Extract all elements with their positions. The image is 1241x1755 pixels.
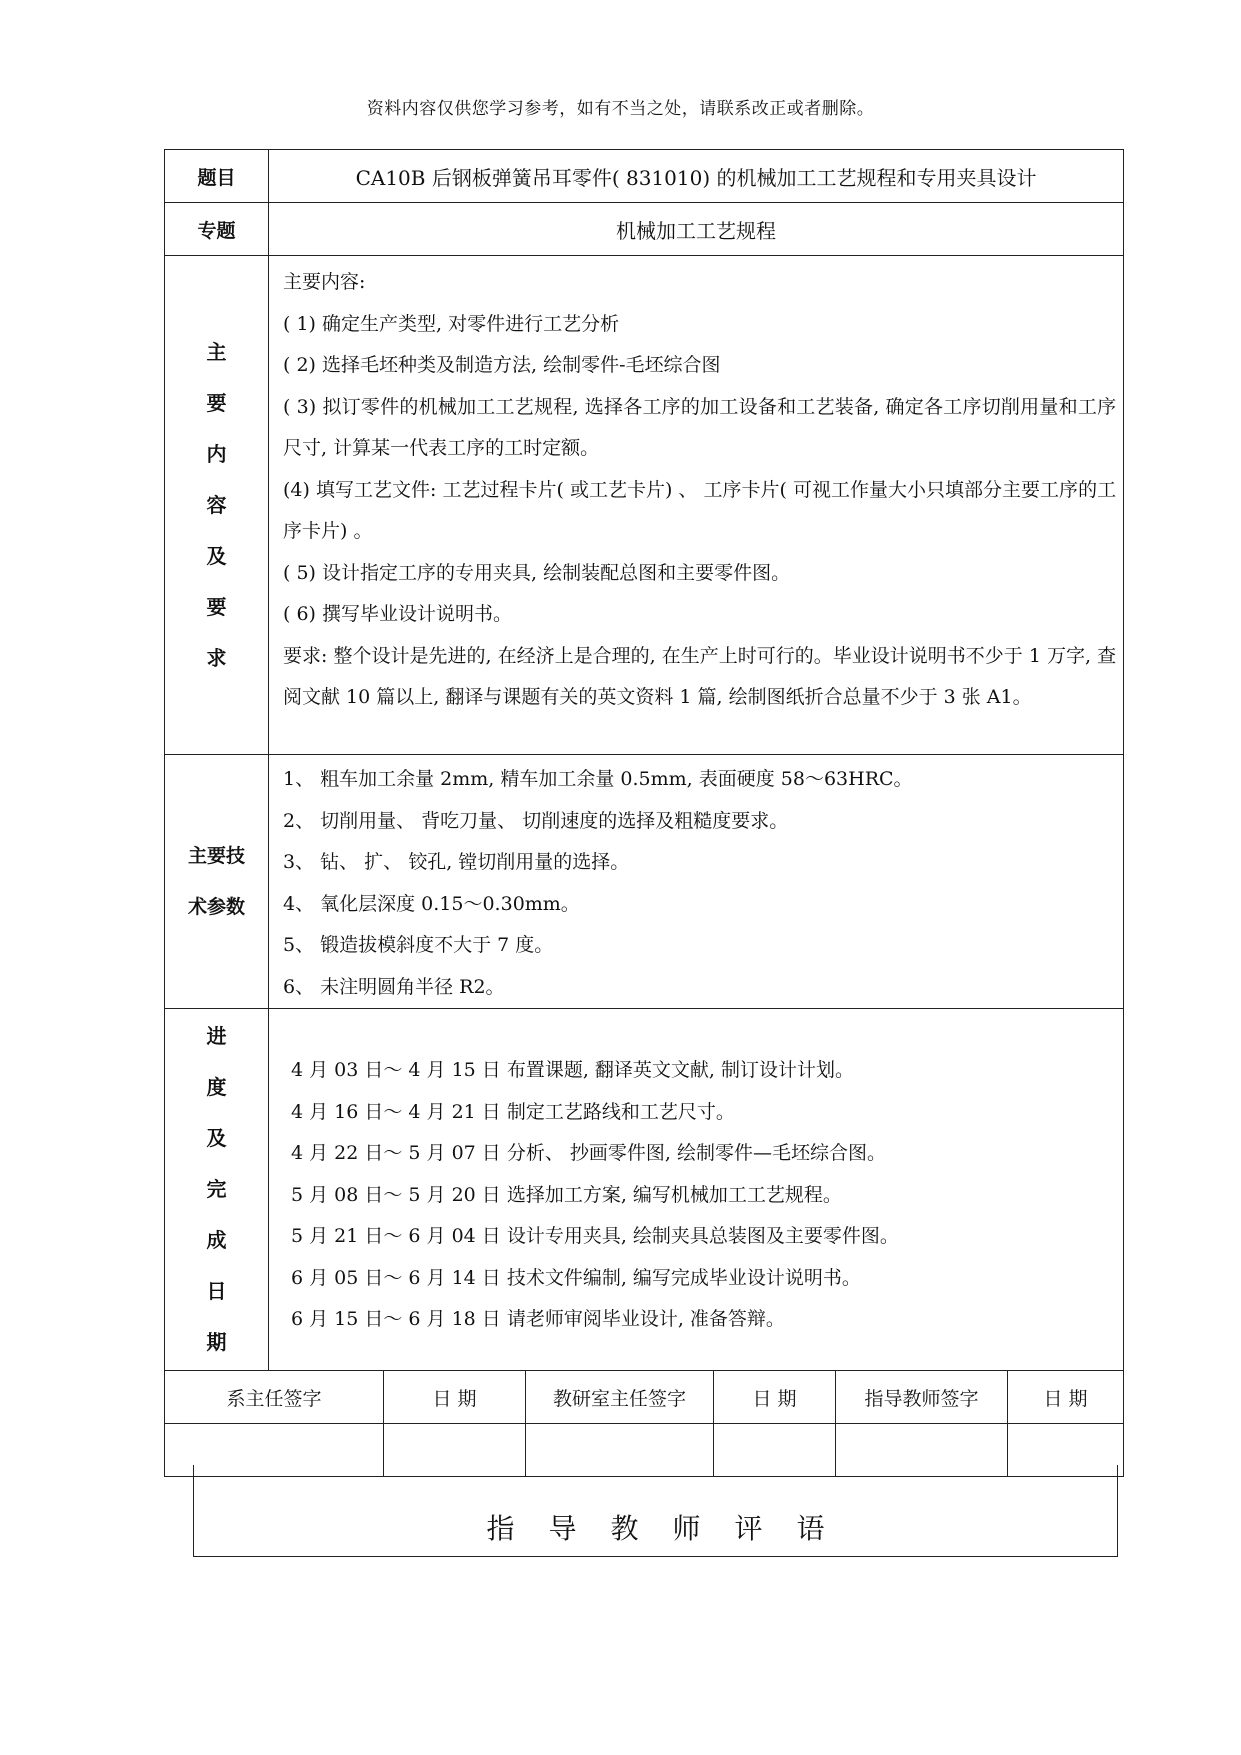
content-body xyxy=(269,256,1124,755)
content-label-char: 内 xyxy=(206,441,227,466)
content-line: ( 2) 选择毛坯种类及制造方法, 绘制零件-毛坯综合图 xyxy=(283,354,721,376)
content-line: ( 3) 拟订零件的机械加工工艺规程, 选择各工序的加工设备和工艺装备, 确定各工序切削用量和工序尺寸, 计算某一代表工序的工时定额。 xyxy=(283,395,1117,459)
content-label-char: 求 xyxy=(206,645,227,670)
tech-item: 5、 锻造拔模斜度不大于 7 度。 xyxy=(283,934,554,956)
schedule-item: 6 月 05 日～ 6 月 14 日 技术文件编制, 编写完成毕业设计说明书。 xyxy=(291,1266,861,1289)
date-label: 日 期 xyxy=(1008,1371,1124,1424)
schedule-item: 4 月 03 日～ 4 月 15 日 布置课题, 翻译英文文献, 制订设计计划。 xyxy=(291,1059,855,1081)
topic-value: CA10B 后钢板弹簧吊耳零件( 831010) 的机械加工工艺规程和专用夹具设计 xyxy=(269,150,1124,203)
content-line: ( 1) 确定生产类型, 对零件进行工艺分析 xyxy=(283,312,620,335)
schedule-label-char: 日 xyxy=(206,1279,227,1303)
schedule-label-char: 及 xyxy=(206,1126,227,1150)
content-line: 主要内容: xyxy=(283,271,366,293)
content-line: ( 5) 设计指定工序的专用夹具, 绘制装配总图和主要零件图。 xyxy=(283,561,791,584)
tech-item: 6、 未注明圆角半径 R2。 xyxy=(283,975,505,998)
tech-row xyxy=(165,755,1124,1009)
content-label-char: 及 xyxy=(206,543,227,568)
content-line: (4) 填写工艺文件: 工艺过程卡片( 或工艺卡片) 、 工序卡片( 可视工作量大小只填部分主要工序的工序卡片) 。 xyxy=(283,478,1117,542)
tech-item: 1、 粗车加工余量 2mm, 精车加工余量 0.5mm, 表面硬度 58～63HRC。 xyxy=(283,768,913,790)
special-value: 机械加工工艺规程 xyxy=(269,203,1124,256)
schedule-label-char: 进 xyxy=(206,1024,227,1048)
advisor-comment-title: 指导教师评语 xyxy=(486,1512,859,1545)
tech-label-line: 术参数 xyxy=(187,895,245,918)
tech-label-line: 主要技 xyxy=(187,844,245,867)
tech-body xyxy=(269,755,1124,1009)
topic-label: 题目 xyxy=(165,150,269,203)
notice-text: 资料内容仅供您学习参考，如有不当之处，请联系改正或者删除。 xyxy=(366,99,875,119)
topic-row xyxy=(165,150,1124,203)
schedule-item: 5 月 08 日～ 5 月 20 日 选择加工方案, 编写机械加工工艺规程。 xyxy=(291,1183,842,1206)
task-form-table xyxy=(164,149,1124,1477)
special-label: 专题 xyxy=(165,203,269,256)
tech-item: 3、 钻、 扩、 铰孔, 镗切削用量的选择。 xyxy=(283,851,630,873)
content-label-char: 主 xyxy=(206,339,227,364)
schedule-label-char: 完 xyxy=(206,1177,227,1201)
schedule-label-char: 期 xyxy=(206,1330,227,1354)
schedule-body xyxy=(269,1009,1124,1371)
advisor-signature-label: 指导教师签字 xyxy=(836,1371,1008,1424)
content-label xyxy=(165,256,269,755)
date-label: 日 期 xyxy=(714,1371,836,1424)
dept-head-signature-label: 系主任签字 xyxy=(165,1371,384,1424)
advisor-comment-box xyxy=(193,1465,1118,1557)
schedule-label xyxy=(165,1009,269,1371)
special-row xyxy=(165,203,1124,256)
schedule-item: 4 月 22 日～ 5 月 07 日 分析、 抄画零件图, 绘制零件—毛坯综合图。 xyxy=(291,1142,886,1164)
schedule-label-char: 成 xyxy=(206,1228,227,1252)
content-line: ( 6) 撰写毕业设计说明书。 xyxy=(283,603,512,625)
content-row xyxy=(165,256,1124,755)
schedule-item: 6 月 15 日～ 6 月 18 日 请老师审阅毕业设计, 准备答辩。 xyxy=(291,1308,785,1330)
schedule-row xyxy=(165,1009,1124,1371)
content-line: 要求: 整个设计是先进的, 在经济上是合理的, 在生产上时可行的。毕业设计说明书不少于 1 万字, 查阅文献 10 篇以上, 翻译与课题有关的英文资料 1 篇, 绘制图纸折合总量不少于 3 张 A1。 xyxy=(283,644,1117,708)
signature-header-row xyxy=(165,1371,1124,1424)
schedule-label-char: 度 xyxy=(206,1075,227,1099)
content-label-char: 要 xyxy=(206,594,227,619)
tech-item: 4、 氧化层深度 0.15～0.30mm。 xyxy=(283,892,580,915)
content-label-char: 要 xyxy=(206,390,227,415)
tech-label xyxy=(165,755,269,1009)
office-head-signature-label: 教研室主任签字 xyxy=(526,1371,714,1424)
content-label-char: 容 xyxy=(206,492,227,517)
tech-item: 2、 切削用量、 背吃刀量、 切削速度的选择及粗糙度要求。 xyxy=(283,809,789,832)
schedule-item: 4 月 16 日～ 4 月 21 日 制定工艺路线和工艺尺寸。 xyxy=(291,1100,735,1123)
schedule-item: 5 月 21 日～ 6 月 04 日 设计专用夹具, 绘制夹具总装图及主要零件图。 xyxy=(291,1225,899,1247)
date-label: 日 期 xyxy=(384,1371,526,1424)
